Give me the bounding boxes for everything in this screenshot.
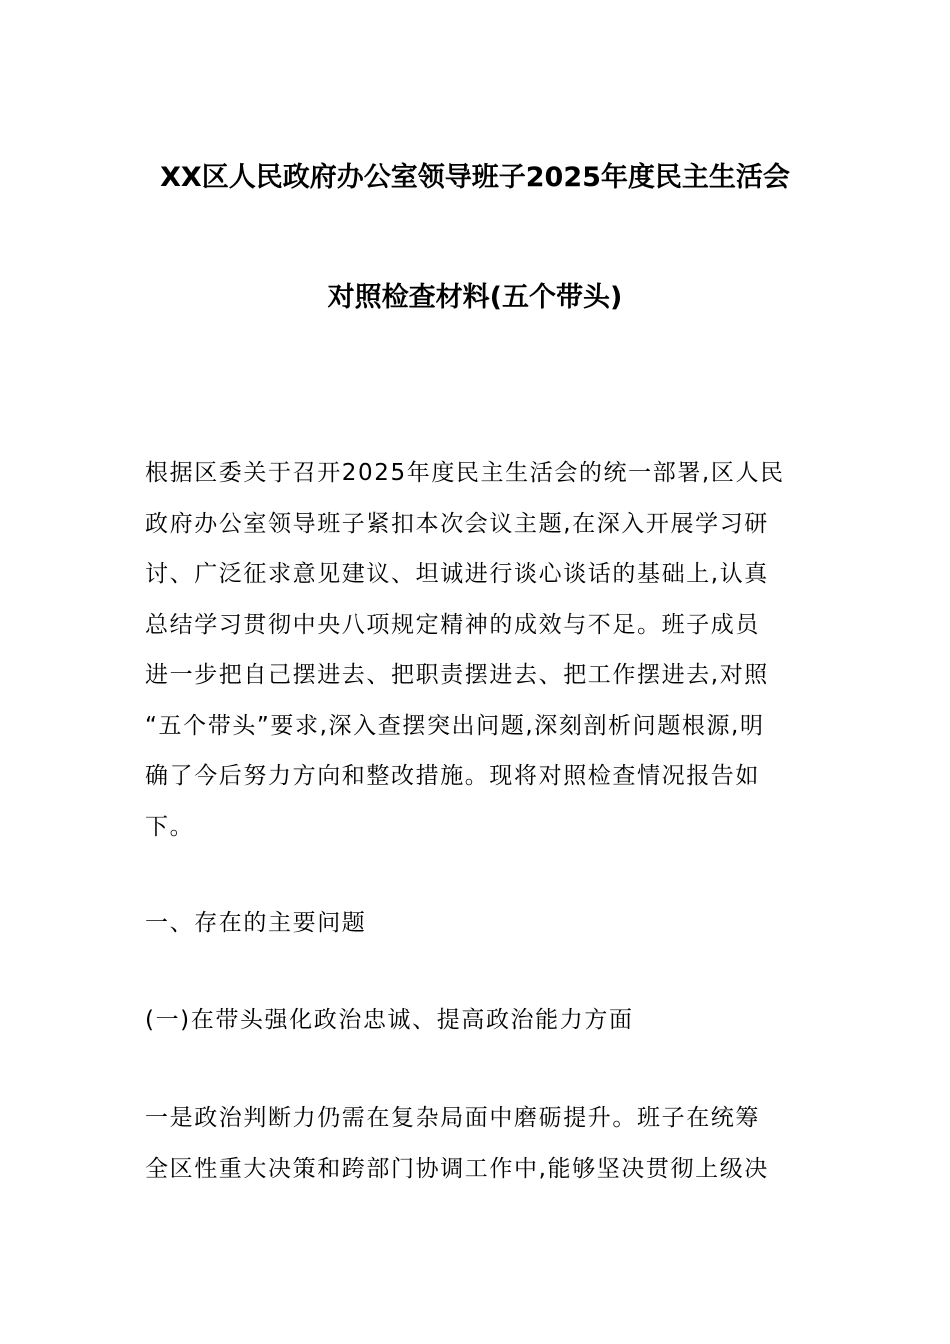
intro-line: 根据区委关于召开2025年度民主生活会的统一部署,区人民	[145, 460, 785, 486]
intro-line: “五个带头”要求,深入查摆突出问题,深刻剖析问题根源,明	[145, 712, 765, 739]
first-point-line: 一是政治判断力仍需在复杂局面中磨砺提升。班子在统筹	[145, 1105, 760, 1131]
section-heading	[145, 898, 805, 949]
subsection-heading	[145, 995, 805, 1046]
intro-line: 进一步把自己摆进去、把职责摆进去、把工作摆进去,对照	[145, 662, 769, 688]
intro-line: 下。	[145, 813, 195, 840]
subsection-heading-text: (一)在带头强化政治忠诚、提高政治能力方面	[145, 1007, 634, 1033]
first-point-line: 全区性重大决策和跨部门协调工作中,能够坚决贯彻上级决	[145, 1155, 769, 1182]
document-title-line-1: XX区人民政府办公室领导班子2025年度民主生活会	[160, 162, 790, 193]
intro-line: 讨、广泛征求意见建议、坦诚进行谈心谈话的基础上,认真	[145, 561, 769, 587]
intro-line: 确了今后努力方向和整改措施。现将对照检查情况报告如	[145, 763, 760, 789]
document-title-line-2: 对照检查材料(五个带头)	[327, 282, 623, 313]
intro-paragraph	[145, 448, 805, 852]
intro-line: 政府办公室领导班子紧扣本次会议主题,在深入开展学习研	[145, 510, 769, 537]
first-point-paragraph	[145, 1093, 805, 1194]
intro-line: 总结学习贯彻中央八项规定精神的成效与不足。班子成员	[145, 611, 760, 638]
section-heading-text: 一、存在的主要问题	[145, 910, 367, 936]
